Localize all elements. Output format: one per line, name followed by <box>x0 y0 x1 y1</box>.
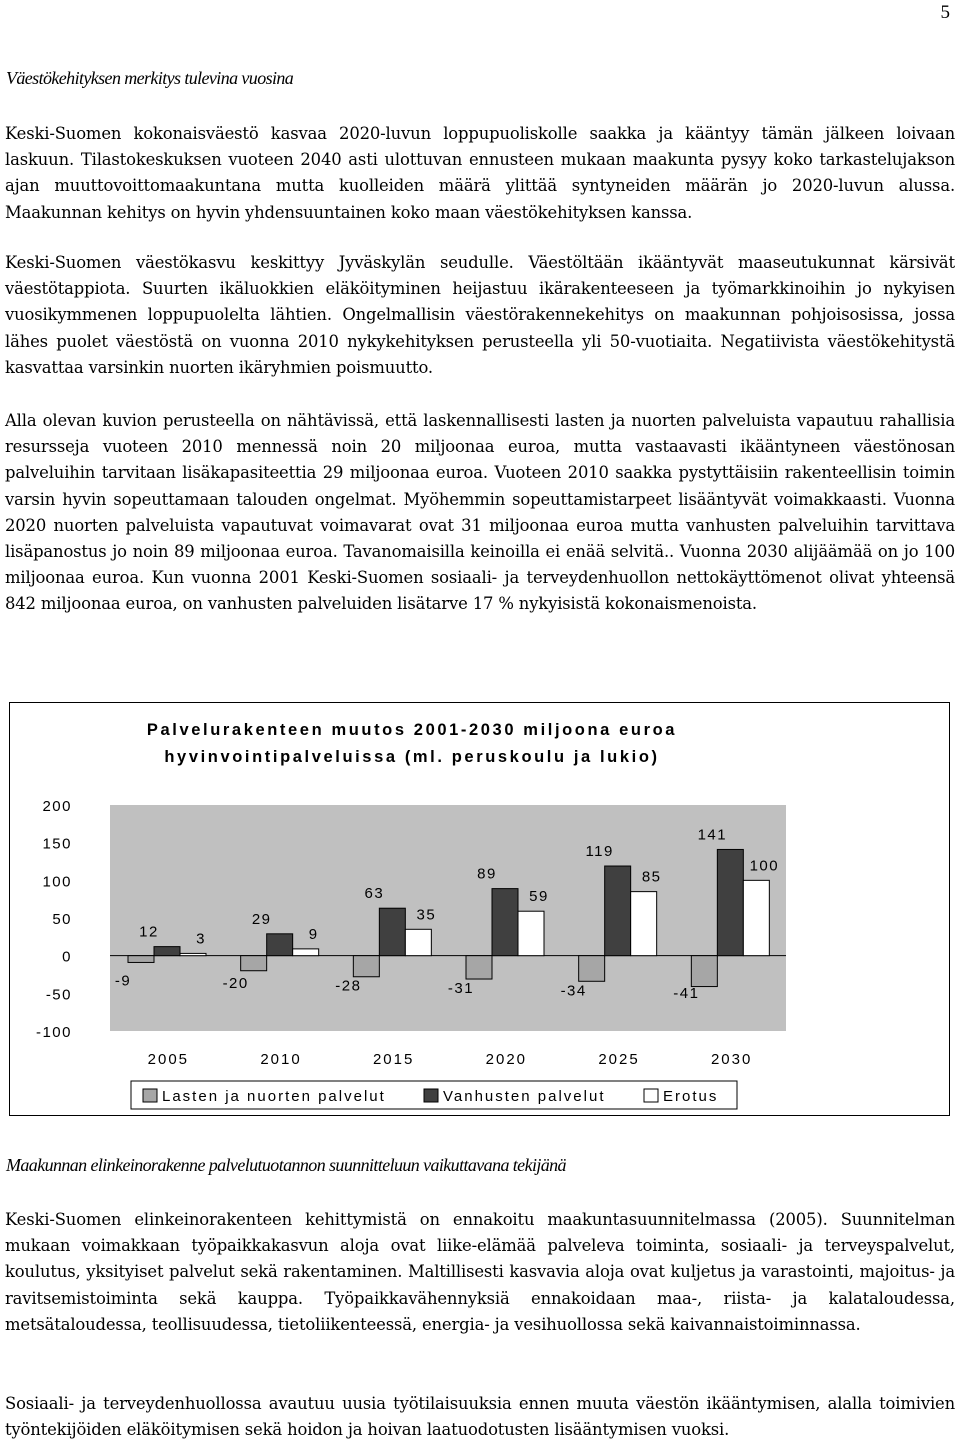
data-label: 63 <box>364 885 385 903</box>
legend-label: Lasten ja nuorten palvelut <box>162 1088 386 1105</box>
data-label: 29 <box>251 910 272 928</box>
bar-erotus-2010 <box>293 949 319 956</box>
y-tick-label: 150 <box>42 835 72 853</box>
data-label: -20 <box>222 975 249 993</box>
data-label: 141 <box>697 826 728 844</box>
bar-lasten-ja-nuorten-palvelut-2015 <box>353 956 379 977</box>
paragraph-service-costs: Alla olevan kuvion perusteella on nähtävissä, että laskennallisesti lasten ja nuorten palveluista vapautuu rahallisia resursseja vuoteen 2010 mennessä noin 20 miljoonaa euroa, mutta vastaavasti ikääntyneen väestönosan palveluihin tarvitaan lisäkapasiteettia 29 miljoonaa euroa. Vuoteen 2010 saakka pystyttäisiin rakenteellisin toimin varsin hyvin sopeuttamaan talouden ongelmat. Myöhemmin sopeuttamistarpeet lisääntyvät voimakkaasti. Vuonna 2020 nuorten palveluista vapautuvat voimavarat ovat 31 miljoonaa euroa mutta vanhusten palveluihin tarvittava lisäpanostus jo noin 89 miljoonaa euroa. Tavanomaisilla keinoilla ei enää selvitä.. Vuonna 2030 alijäämää on jo 100 miljoonaa euroa. Kun vuonna 2001 Keski-Suomen sosiaali- ja terveydenhuollon nettokäyttömenot olivat yhteensä 842 miljoonaa euroa, on vanhusten palveluiden lisätarve 17 % nykyisistä kokonaismenoista. <box>5 411 955 614</box>
bar-vanhusten-palvelut-2015 <box>379 908 405 955</box>
data-label: 12 <box>139 923 159 941</box>
paragraph-population-1: Keski-Suomen kokonaisväestö kasvaa 2020-luvun loppupuoliskolle saakka ja kääntyy tämän jälkeen loivaan laskuun. Tilastokeskuksen vuoteen 2040 asti ulottuvan ennusteen mukaan maakunta pysyy koko tarkastelujakson ajan muuttovoittomaakuntana mutta kuolleiden määrä ylittää syntyneiden määrän jo 2020-luvun alussa. Maakunnan kehitys on hyvin yhdensuuntainen koko maan väestökehityksen kanssa. <box>5 124 955 222</box>
page-number: 5 <box>940 2 950 23</box>
y-tick-label: 0 <box>62 948 72 966</box>
chart-title-line2: hyvinvointipalveluissa (ml. peruskoulu ja lukio) <box>164 748 660 766</box>
legend-swatch <box>424 1089 438 1102</box>
paragraph-industry-1: Keski-Suomen elinkeinorakenteen kehittymistä on ennakoitu maakuntasuunnitelmassa (2005). Suunnitelman mukaan voimakkaan työpaikkakasvun aloja ovat liike-elämää palveleva toiminta, sosiaali- ja terveyspalvelut, koulutus, yksityiset palvelut sekä rakentaminen. Maltillisesti kasvavia aloja ovat kuljetus ja varastointi, majoitus- ja ravitsemistoiminta sekä kauppa. Työpaikkavähennyksiä ennakoidaan maa-, riista- ja kalataloudessa, metsätaloudessa, teollisuudessa, tietoliikenteessä, energia- ja vesihuollossa sekä kaivannaistoiminnassa. <box>5 1210 955 1334</box>
legend-label: Erotus <box>663 1088 719 1105</box>
data-label: -41 <box>673 985 700 1003</box>
y-tick-label: 100 <box>42 873 72 891</box>
data-label: -34 <box>560 982 587 1000</box>
bar-vanhusten-palvelut-2030 <box>717 849 743 955</box>
x-tick-label: 2020 <box>485 1051 528 1068</box>
bar-lasten-ja-nuorten-palvelut-2025 <box>579 956 605 982</box>
y-tick-label: -100 <box>35 1024 72 1041</box>
x-tick-label: 2030 <box>710 1051 753 1068</box>
paragraph-population-2: Keski-Suomen väestökasvu keskittyy Jyväskylän seudulle. Väestöltään ikääntyvät maaseutukunnat kärsivät väestötappiota. Suurten ikäluokkien eläköityminen heijastuu ikärakenteeseen ja työmarkkinoihin jo nykyisen vuosikymmenen loppupuolelta lähtien. Ongelmallisin väestörakennekehitys on maakunnan pohjoisosissa, jossa lähes puolet väestöstä on vuonna 2010 nykykehityksen perusteella yli 50-vuotiaita. Negatiivista väestökehitystä kasvattaa varsinkin nuorten ikäryhmien poismuutto. <box>5 253 955 377</box>
bar-erotus-2015 <box>405 929 431 955</box>
bar-vanhusten-palvelut-2010 <box>267 934 293 956</box>
bar-erotus-2005 <box>180 953 206 955</box>
data-label: -31 <box>447 980 475 998</box>
bar-erotus-2025 <box>631 892 657 956</box>
section-heading-population: Väestökehityksen merkitys tulevina vuosina <box>6 68 294 88</box>
chart-title-line1: Palvelurakenteen muutos 2001-2030 miljoona euroa <box>146 721 678 739</box>
data-label: 89 <box>477 865 497 883</box>
data-label: -28 <box>335 977 362 995</box>
bar-lasten-ja-nuorten-palvelut-2010 <box>241 956 267 971</box>
data-label: -9 <box>114 972 132 990</box>
bar-erotus-2030 <box>743 880 769 955</box>
x-tick-label: 2025 <box>598 1051 640 1068</box>
legend-label: Vanhusten palvelut <box>443 1088 606 1105</box>
y-tick-label: -50 <box>45 986 72 1004</box>
data-label: 9 <box>308 925 319 943</box>
bar-erotus-2020 <box>518 911 544 955</box>
legend-swatch <box>143 1089 157 1102</box>
data-label: 100 <box>749 857 780 875</box>
x-tick-label: 2005 <box>147 1051 190 1068</box>
bar-lasten-ja-nuorten-palvelut-2005 <box>128 956 154 963</box>
y-tick-label: 50 <box>52 911 72 928</box>
data-label: 3 <box>196 930 206 948</box>
paragraph-industry-2: Sosiaali- ja terveydenhuollossa avautuu uusia työtilaisuuksia ennen muuta väestön ikääntymisen, alalla toimivien työntekijöiden eläköitymisen sekä hoidon ja hoivan laatuodotusten lisääntymisen vuoksi. <box>5 1394 955 1440</box>
section-heading-industry: Maakunnan elinkeinorakenne palvelutuotannon suunnitteluun vaikuttavana tekijänä <box>6 1155 566 1175</box>
service-structure-chart <box>10 703 949 1115</box>
bar-vanhusten-palvelut-2020 <box>492 889 518 956</box>
data-label: 35 <box>416 906 437 924</box>
y-tick-label: 200 <box>42 798 72 815</box>
bar-lasten-ja-nuorten-palvelut-2020 <box>466 956 492 979</box>
bar-lasten-ja-nuorten-palvelut-2030 <box>691 956 717 987</box>
x-tick-label: 2010 <box>260 1051 302 1068</box>
bar-vanhusten-palvelut-2005 <box>154 947 180 956</box>
data-label: 59 <box>529 888 549 906</box>
bar-vanhusten-palvelut-2025 <box>605 866 631 956</box>
x-tick-label: 2015 <box>372 1051 415 1068</box>
chart-container <box>9 702 950 1116</box>
data-label: 119 <box>585 843 614 861</box>
legend-swatch <box>644 1089 658 1102</box>
data-label: 85 <box>641 868 662 886</box>
